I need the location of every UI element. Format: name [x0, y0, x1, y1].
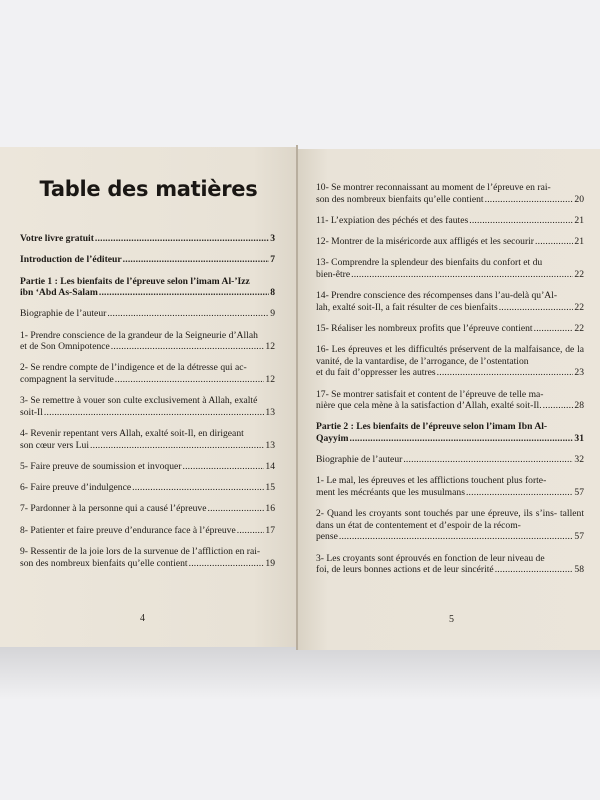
dot-leader [534, 323, 574, 335]
toc-entry-line [20, 233, 275, 245]
toc-page-number: 16 [265, 503, 275, 515]
toc-entry [316, 236, 584, 248]
toc-entry [20, 330, 275, 353]
toc-entry-line [316, 454, 584, 466]
toc-page-number: 22 [574, 301, 584, 313]
toc-entry [316, 508, 584, 543]
toc-entry-text: son cœur vers Lui [20, 439, 90, 451]
dot-leader [466, 487, 573, 499]
dot-leader [469, 215, 573, 227]
dot-leader [535, 236, 573, 248]
toc-entry-text: ment les mécréants que les musulmans [316, 486, 465, 498]
toc-entry-text: 4- Revenir repentant vers Allah, exalté soit-Il, en dirigeant [20, 428, 244, 440]
dot-leader [403, 454, 573, 466]
toc-entry-line [316, 302, 584, 314]
open-book [0, 145, 600, 648]
toc-page-number: 9 [270, 308, 275, 320]
toc-list-left [20, 233, 275, 579]
toc-page-number: 21 [574, 236, 584, 248]
toc-entry [20, 525, 275, 537]
dot-leader [499, 302, 574, 314]
dot-leader [182, 461, 264, 473]
toc-page-number: 14 [265, 460, 275, 472]
toc-entry-text: 14- Prendre conscience des récompenses dans l’au-delà qu’Al- [316, 290, 558, 302]
toc-entry-text: Partie 1 : Les bienfaits de l’épreuve selon l’imam Al-’Izz [20, 275, 250, 287]
toc-page-number: 7 [270, 254, 275, 266]
toc-entry-line [316, 367, 584, 379]
toc-entry-line [316, 400, 584, 412]
toc-entry-line [316, 323, 584, 335]
toc-entry-text: son des nombreux bienfaits qu’elle contient [316, 193, 484, 205]
toc-entry-text: 17- Se montrer satisfait et content de l’épreuve de telle ma- [316, 388, 544, 400]
toc-page-number: 32 [574, 454, 584, 466]
toc-entry-text: Introduction de l’éditeur [20, 254, 122, 266]
toc-entry-text: compagnent la servitude [20, 373, 114, 385]
toc-entry-text: 1- Prendre conscience de la grandeur de la Seigneurie d’Allah [20, 329, 258, 341]
toc-entry-line [316, 194, 584, 206]
toc-entry-line [20, 440, 275, 452]
toc-entry-line [316, 236, 584, 248]
toc-entry-text: 5- Faire preuve de soumission et invoquer [20, 460, 182, 472]
toc-entry-line [316, 531, 584, 543]
toc-page-number: 19 [265, 557, 275, 569]
toc-page-number: 57 [574, 531, 584, 543]
toc-entry-text: 3- Les croyants sont éprouvés en fonction de leur niveau de [316, 552, 545, 564]
toc-entry-text: 7- Pardonner à la personne qui a causé l’épreuve [20, 503, 207, 515]
toc-entry-text: 9- Ressentir de la joie lors de la survenue de l’affliction en rai- [20, 546, 261, 558]
dot-leader [90, 440, 264, 452]
toc-page-number: 22 [574, 322, 584, 334]
dot-leader [237, 525, 265, 537]
toc-entry [20, 362, 275, 385]
toc-page-number: 13 [265, 406, 275, 418]
toc-entry [316, 454, 584, 466]
toc-page-number: 12 [265, 341, 275, 353]
toc-entry [316, 389, 584, 412]
toc-page-number: 8 [270, 287, 275, 299]
toc-entry-text: son des nombreux bienfaits qu’elle contient [20, 557, 188, 569]
dot-leader [207, 503, 264, 515]
toc-entry-text: ibn ‘Abd As-Salam [20, 287, 98, 299]
left-page [0, 147, 297, 647]
toc-entry [316, 182, 584, 205]
dot-leader [95, 233, 269, 245]
toc-entry [316, 323, 584, 335]
dot-leader [339, 531, 574, 543]
toc-page-number: 3 [270, 233, 275, 244]
toc-entry [20, 233, 275, 245]
toc-entry [316, 290, 584, 313]
toc-page-number: 58 [574, 564, 584, 576]
toc-entry-line [316, 487, 584, 499]
toc-entry-line [20, 558, 275, 570]
toc-entry-text: 2- Se rendre compte de l’indigence et de la détresse qui ac- [20, 362, 247, 374]
toc-entry-text: Partie 2 : Les bienfaits de l’épreuve selon l’imam Ibn Al- [316, 421, 548, 433]
toc-entry-line [20, 407, 275, 419]
toc-page-number: 23 [574, 367, 584, 379]
toc-page-number: 15 [265, 482, 275, 494]
toc-entry [20, 482, 275, 494]
toc-entry-line [20, 461, 275, 473]
toc-entry-line [316, 215, 584, 227]
toc-entry-line [20, 308, 275, 320]
toc-entry [316, 257, 584, 280]
toc-entry-text: soit-Il [20, 406, 43, 418]
toc-entry [20, 546, 275, 569]
page-number-left: 4 [140, 613, 145, 624]
toc-entry [316, 344, 584, 379]
toc-entry-text: lah, exalté soit-Il, a fait résulter de ces bienfaits [316, 301, 498, 313]
toc-entry-text: 10- Se montrer reconnaissant au moment de l’épreuve en rai- [316, 182, 551, 193]
toc-entry [20, 428, 275, 451]
toc-entry [316, 421, 584, 444]
toc-title: Table des matières [39, 177, 258, 201]
toc-entry-text: et de Son Omnipotence [20, 341, 110, 353]
toc-entry-line [316, 564, 584, 576]
toc-list-right [316, 182, 584, 585]
dot-leader [44, 407, 264, 419]
toc-entry [20, 276, 275, 299]
toc-entry-text: nière que cela mène à la satisfaction d’Allah, exalté soit-Il. [316, 400, 542, 412]
dot-leader [99, 287, 269, 299]
dot-leader [189, 558, 265, 570]
toc-entry-line [20, 482, 275, 494]
toc-page-number: 17 [265, 524, 275, 536]
dot-leader [437, 367, 574, 379]
toc-entry-line [316, 269, 584, 281]
toc-page-number: 20 [574, 193, 584, 205]
toc-page-number: 31 [574, 432, 584, 444]
toc-entry-text: 8- Patienter et faire preuve d’endurance face à l’épreuve [20, 524, 236, 536]
dot-leader [111, 341, 265, 353]
dot-leader [350, 433, 574, 445]
toc-page-number: 22 [574, 268, 584, 280]
toc-entry-text: Biographie de l’auteur [20, 308, 107, 320]
toc-entry-line [316, 433, 584, 445]
toc-entry-text: 12- Montrer de la miséricorde aux affligés et les secourir [316, 236, 535, 248]
toc-entry-line [20, 374, 275, 386]
toc-entry-line [20, 287, 275, 299]
dot-leader [543, 400, 574, 412]
right-page [298, 149, 600, 650]
toc-entry-line [20, 503, 275, 515]
page-number-right: 5 [449, 614, 454, 625]
toc-entry-text: 16- Les épreuves et les difficultés préservent de la malfaisance, de la vanité, de la vantardise, de l’arrogance, de l’ostentation [316, 344, 584, 367]
toc-page-number: 21 [574, 214, 584, 226]
toc-entry-line [20, 254, 275, 266]
toc-entry [316, 553, 584, 576]
toc-entry-text: 2- Quand les croyants sont touchés par une épreuve, ils s’ins- tallent dans un état de contentement et d’espoir de la récom- [316, 508, 584, 531]
toc-entry-text: foi, de leurs bonnes actions et de leur sincérité [316, 564, 494, 576]
toc-entry-text: Qayyim [316, 432, 349, 444]
toc-entry [20, 308, 275, 320]
toc-entry-text: 6- Faire preuve d’indulgence [20, 482, 132, 494]
dot-leader [495, 564, 574, 576]
toc-entry-text: Votre livre gratuit [20, 233, 94, 244]
dot-leader [132, 482, 264, 494]
toc-entry-text: pense [316, 531, 338, 543]
toc-entry-text: 3- Se remettre à vouer son culte exclusivement à Allah, exalté [20, 395, 258, 407]
toc-entry [20, 461, 275, 473]
toc-entry [316, 475, 584, 498]
dot-leader [123, 254, 270, 266]
toc-entry [316, 215, 584, 227]
toc-entry-text: Biographie de l’auteur [316, 454, 403, 466]
toc-page-number: 13 [265, 439, 275, 451]
toc-entry [20, 254, 275, 266]
toc-page-number: 12 [265, 373, 275, 385]
toc-page-number: 57 [574, 486, 584, 498]
toc-entry-line [20, 341, 275, 353]
toc-entry-text: 15- Réaliser les nombreux profits que l’épreuve contient [316, 322, 533, 334]
toc-entry-text: bien-être [316, 268, 351, 280]
dot-leader [115, 374, 265, 386]
toc-entry-text: 13- Comprendre la splendeur des bienfaits du confort et du [316, 257, 543, 269]
toc-entry [20, 395, 275, 418]
dot-leader [351, 269, 573, 281]
toc-entry-text: 1- Le mal, les épreuves et les afflictions touchent plus forte- [316, 475, 547, 487]
toc-page-number: 28 [574, 400, 584, 412]
dot-leader [107, 308, 269, 320]
toc-entry [20, 503, 275, 515]
toc-entry-text: 11- L’expiation des péchés et des fautes [316, 214, 469, 226]
dot-leader [485, 194, 574, 206]
toc-entry-line [20, 525, 275, 537]
toc-entry-text: et du fait d’oppresser les autres [316, 367, 436, 379]
